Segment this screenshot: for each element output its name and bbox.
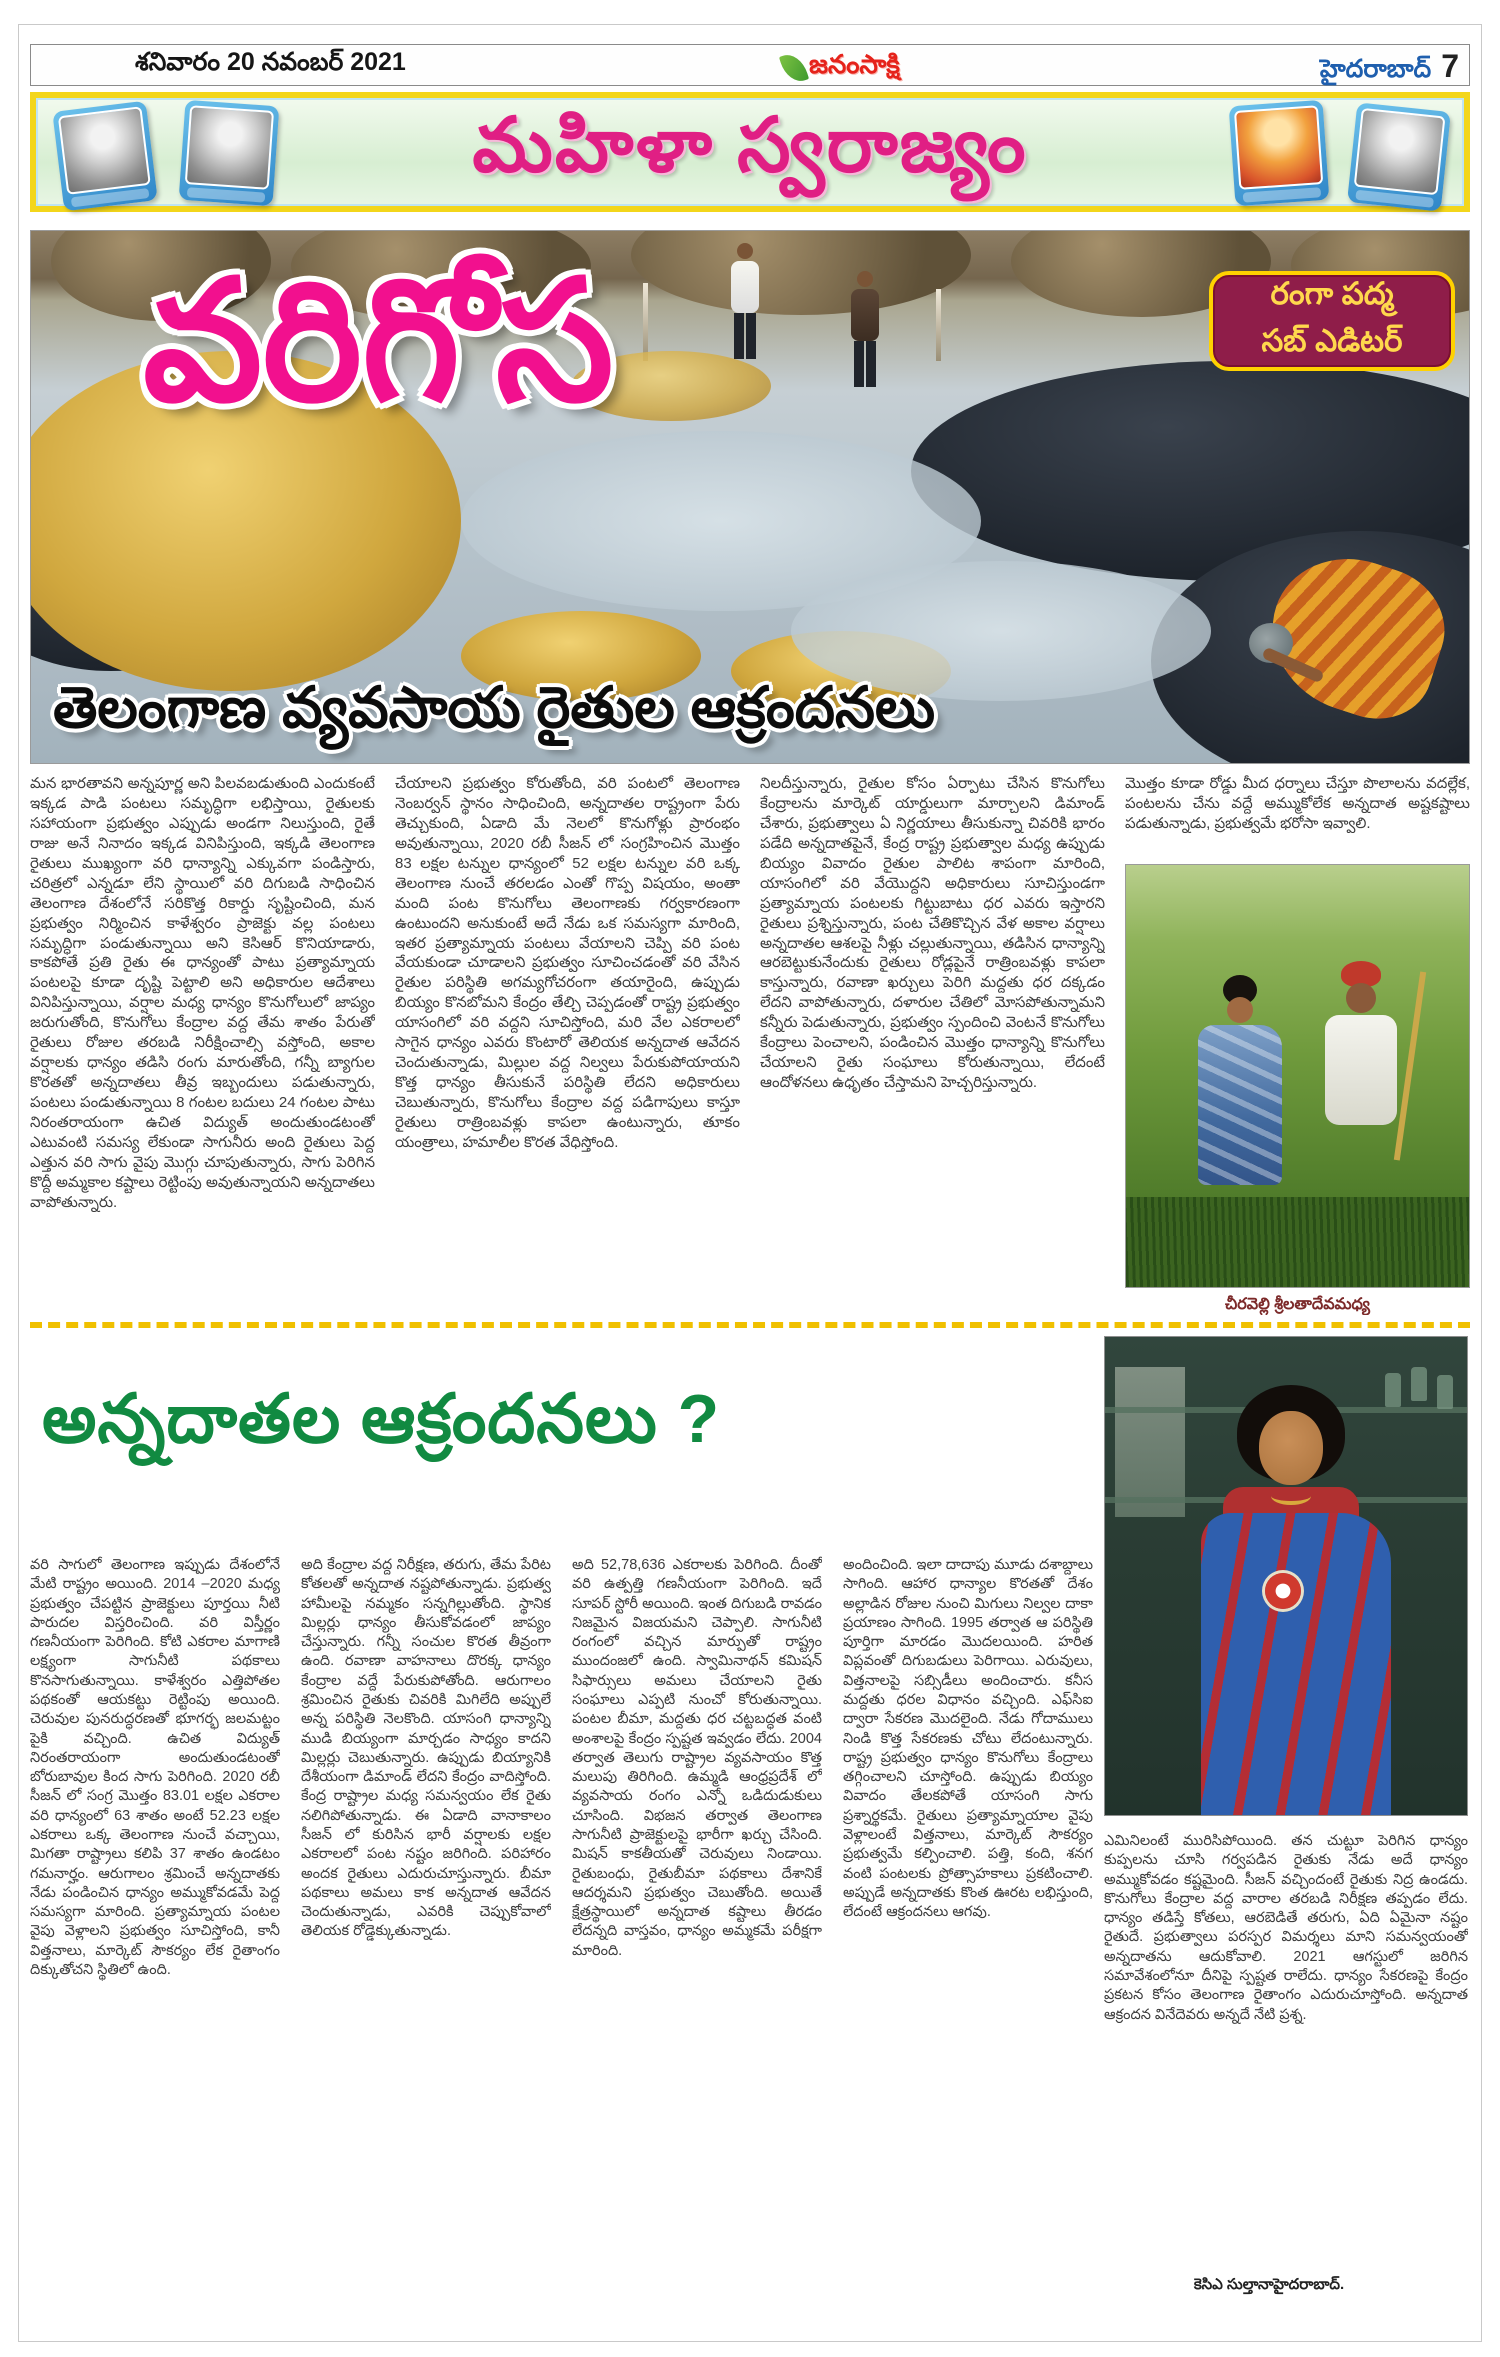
article2-column-1: వరి సాగులో తెలంగాణ ఇప్పుడు దేశంలోనే మేటి రాష్ట్రం అయింది. 2014 –2020 మధ్య ప్రభుత్వం చేపట్టిన ప్రాజెక్టులు పూర్తయి నీటి పారుదల విస్తరించింది. వరి విస్తీర్ణం గణనీయంగా పెరిగింది. కోటి ఎకరాల మాగాణి లక్ష్యంగా సాగునీటి పథకాలు కొనసాగుతున్నాయి. కాళేశ్వరం ఎత్తిపోతల పథకంతో ఆయకట్టు రెట్టింపు అయింది. చెరువుల పునరుద్ధరణతో భూగర్భ జలమట్టం పైకి వచ్చింది. ఉచిత విద్యుత్ నిరంతరాయంగా అందుతుండటంతో బోరుబావుల కింద సాగు పెరిగింది. 2020 రబీ సీజన్ లో సంగ్ర మొత్తం 83.01 లక్షల ఎకరాల వరి ధాన్యంలో 63 శాతం అంటే 52.23 లక్షల ఎకరాలు ఒక్క తెలంగాణ నుంచే వచ్చాయి, మిగతా రాష్ట్రాలు కలిపి 37 శాతం ఉండటం గమనార్హం. ఆరుగాలం శ్రమించే అన్నదాతకు నేడు పండించిన ధాన్యం అమ్ముకోవడమే పెద్ద సమస్యగా మారింది. ప్రత్యామ్నాయ పంటల వైపు వెళ్లాలని ప్రభుత్వం సూచిస్తోంది, కానీ విత్తనాలు, మార్కెట్ సౌకర్యం లేక రైతాంగం దిక్కుతోచని స్థితిలో ఉంది. bbox=[30, 1557, 280, 1978]
edition-info bbox=[1320, 48, 1459, 90]
newspaper-logo bbox=[783, 49, 900, 86]
couple-photo-caption: చీరవెల్లి శ్రీలతాదేవమధ్య bbox=[1224, 1296, 1371, 1313]
page-number: 7 bbox=[1441, 48, 1459, 84]
window-light bbox=[1115, 1367, 1185, 1517]
fence-post bbox=[643, 283, 648, 361]
badge-flower bbox=[1265, 1573, 1301, 1609]
date-text: శనివారం 20 నవంబర్ 2021 bbox=[135, 47, 406, 76]
dashed-section-divider bbox=[30, 1322, 1470, 1328]
lead-photo-paddy-field bbox=[30, 230, 1470, 764]
leaf-icon bbox=[779, 50, 809, 85]
woman-saree bbox=[1201, 1513, 1391, 1816]
article1-column-4 bbox=[1125, 774, 1470, 1315]
article1-column-4-text: మొత్తం కూడా రోడ్డు మీద ధర్నాలు చేస్తూ పొలాలను వదల్లేక, పంటలను చేను వద్దే అమ్ముకోలేక అన్నదాత అష్టకష్టాలు పడుతున్నాడు, ప్రభుత్వమే భరోసా ఇవ్వాలి. bbox=[1125, 775, 1470, 832]
man-figure bbox=[1313, 961, 1409, 1211]
shelf-item bbox=[1411, 1367, 1427, 1401]
shelf-item bbox=[1385, 1373, 1401, 1407]
article1-body bbox=[30, 774, 1470, 1322]
article2-column-2: అది కేంద్రాల వద్ద నిరీక్షణ, తరుగు, తేమ పేరిట కోతలతో అన్నదాత నష్టపోతున్నాడు. ప్రభుత్వ హామీలపై నమ్మకం సన్నగిల్లుతోంది. స్థానిక మిల్లర్లు ధాన్యం తీసుకోవడంలో జాప్యం చేస్తున్నారు. గన్నీ సంచుల కొరత తీవ్రంగా ఉంది. రవాణా వాహనాలు దొరక్క ధాన్యం కేంద్రాల వద్దే పేరుకుపోతోంది. ఆరుగాలం శ్రమించిన రైతుకు చివరికి మిగిలేది అప్పులే అన్న పరిస్థితి నెలకొంది. యాసంగి ధాన్యాన్ని ముడి బియ్యంగా మార్చడం సాధ్యం కాదని మిల్లర్లు చెబుతున్నారు. ఉప్పుడు బియ్యానికి దేశీయంగా డిమాండ్ లేదని కేంద్రం వాదిస్తోంది. కేంద్ర రాష్ట్రాల మధ్య సమన్వయం లేక రైతు నలిగిపోతున్నాడు. ఈ ఏడాది వానాకాలం సీజన్ లో కురిసిన భారీ వర్షాలకు లక్షల ఎకరాలలో పంట నష్టం జరిగింది. పరిహారం అందక రైతులు ఎదురుచూస్తున్నారు. బీమా పథకాలు అమలు కాక అన్నదాత ఆవేదన చెందుతున్నాడు, ఎవరికి చెప్పుకోవాలో తెలియక రోడ్డెక్కుతున్నాడు. bbox=[301, 1557, 551, 1940]
portrait-caption bbox=[187, 187, 266, 202]
fence-post bbox=[936, 289, 941, 361]
shelf-item bbox=[1437, 1375, 1453, 1409]
article1-display-title: వరిగోస bbox=[143, 247, 614, 435]
necklace bbox=[1271, 1487, 1311, 1505]
newspaper-name: జనంసాక్షి bbox=[809, 49, 900, 79]
portrait-photo-woman bbox=[1104, 1336, 1468, 1816]
portrait-card-3 bbox=[1229, 100, 1330, 206]
masthead-title: మహిళా స్వరాజ్యం bbox=[472, 103, 1028, 188]
person-figure bbox=[731, 243, 759, 359]
rock-shape bbox=[631, 230, 971, 315]
section-masthead bbox=[30, 92, 1470, 212]
couple-in-field-photo bbox=[1125, 864, 1470, 1288]
woman-face bbox=[1259, 1411, 1323, 1485]
article2-body bbox=[30, 1556, 1094, 2312]
top-bar bbox=[30, 44, 1470, 86]
grass-foreground bbox=[1126, 1197, 1469, 1287]
portrait-card-4 bbox=[1347, 102, 1451, 211]
article2-column-3: అది 52,78,636 ఎకరాలకు పెరిగింది. దీంతో వరి ఉత్పత్తి గణనీయంగా పెరిగింది. ఇదే సూపర్ స్టోరీ అయింది. ఇంత దిగుబడి రావడం నిజమైన విజయమని చెప్పాలి. సాగునీటి రంగంలో వచ్చిన మార్పుతో రాష్ట్రం ముందంజలో ఉంది. స్వామినాథన్ కమిషన్ సిఫార్సులు అమలు చేయాలని రైతు సంఘాలు ఎప్పటి నుంచో కోరుతున్నాయి. పంటల బీమా, మద్దతు ధర చట్టబద్ధత వంటి అంశాలపై కేంద్రం స్పష్టత ఇవ్వడం లేదు. 2004 తర్వాత తెలుగు రాష్ట్రాల వ్యవసాయం కొత్త మలుపు తిరిగింది. ఉమ్మడి ఆంధ్రప్రదేశ్ లో వ్యవసాయ రంగం ఎన్నో ఒడిదుడుకులు చూసింది. విభజన తర్వాత తెలంగాణ సాగునీటి ప్రాజెక్టులపై భారీగా ఖర్చు చేసింది. మిషన్ కాకతీయతో చెరువులు నిండాయి. రైతుబంధు, రైతుబీమా పథకాలు దేశానికే ఆదర్శమని ప్రభుత్వం చెబుతోంది. అయితే క్షేత్రస్థాయిలో అన్నదాత కష్టాలు తీరడం లేదన్నది వాస్తవం, ధాన్యం అమ్మకమే పరీక్షగా మారింది. bbox=[572, 1557, 822, 1959]
article2-column-4: అందించింది. ఇలా దాదాపు మూడు దశాబ్దాలు సాగింది. ఆహార ధాన్యాల కొరతతో దేశం అల్లాడిన రోజుల నుంచి మిగులు నిల్వల దాకా ప్రయాణం సాగింది. 1995 తర్వాత ఆ పరిస్థితి పూర్తిగా మారడం మొదలయింది. హరిత విప్లవంతో దిగుబడులు పెరిగాయి. ఎరువులు, విత్తనాలపై సబ్సిడీలు అందించారు. కనీస మద్దతు ధరల విధానం వచ్చింది. ఎఫ్‌సిఐ ద్వారా సేకరణ మొదలైంది. నేడు గోదాములు నిండి కొత్త సేకరణకు చోటు లేదంటున్నారు. రాష్ట్ర ప్రభుత్వం ధాన్యం కొనుగోలు కేంద్రాలు తగ్గించాలని చూస్తోంది. ఉప్పుడు బియ్యం వివాదం తేలకపోతే యాసంగి సాగు ప్రశ్నార్థకమే. రైతులు ప్రత్యామ్నాయాల వైపు వెళ్లాలంటే విత్తనాలు, మార్కెట్ సౌకర్యం ప్రభుత్వమే కల్పించాలి. పత్తి, కంది, శనగ వంటి పంటలకు ప్రోత్సాహకాలు ప్రకటించాలి. అప్పుడే అన్నదాతకు కొంత ఊరట లభిస్తుంది, లేదంటే ఆక్రందనలు ఆగవు. bbox=[843, 1557, 1093, 1921]
byline-box bbox=[1209, 271, 1455, 371]
stick-shape bbox=[1394, 972, 1426, 1161]
portrait-photo bbox=[1354, 108, 1446, 195]
article2-signoff: కెసిఎ సుల్తానాహైదరాబాద్. bbox=[1193, 2276, 1345, 2293]
article1-headline: తెలంగాణ వ్యవసాయ రైతుల ఆక్రందనలు bbox=[53, 676, 936, 740]
portrait-caption bbox=[1243, 187, 1322, 202]
person-figure bbox=[851, 271, 879, 387]
byline-name: రంగా పద్మ bbox=[1270, 276, 1394, 311]
byline-role: సబ్ ఎడిటర్ bbox=[1261, 323, 1403, 358]
woman-figure bbox=[1190, 975, 1290, 1225]
city-name: హైదరాబాద్ bbox=[1319, 55, 1432, 83]
article1-column-2: చేయాలని ప్రభుత్వం కోరుతోంది, వరి పంటలో తెలంగాణ నెంబర్వన్ స్థానం సాధించింది, అన్నదాతల రాష్ట్రంగా పేరు తెచ్చుకుంది, ఏడాది మే నెలలో కొనుగోళ్లు ప్రారంభం అవుతున్నాయి, 2020 రబీ సీజన్ లో సంగ్రహించిన మొత్తం 83 లక్షల టన్నుల ధాన్యంలో 52 లక్షల టన్నుల వరి ఒక్క తెలంగాణ నుంచే తరలడం ఎంతో గొప్ప విషయం, అంతా మంది పంట కొనుగోలు తెలంగాణకు గర్వకారణంగా ఉంటుందని అనుకుంటే అదే నేడు ఒక సమస్యగా మారింది, ఇతర ప్రత్యామ్నాయ పంటలు వేయాలని చెప్పి వరి పంట వేయకుండా చూడాలని ప్రభుత్వం సూచించడంతో వరి వేసిన రైతుల పరిస్థితి అగమ్యగోచరంగా తయారైంది, ఉప్పుడు బియ్యం కొనబోమని కేంద్రం తేల్చి చెప్పడంతో రాష్ట్ర ప్రభుత్వం యాసంగిలో వరి వద్దని సూచిస్తోంది, మరి వేల ఎకరాలలో సాగైన ధాన్యం ఎవరు కొంటారో తెలియక అన్నదాత ఆవేదన చెందుతున్నాడు, మిల్లుల వద్ద నిల్వలు పేరుకుపోయాయని కొత్త ధాన్యం తీసుకునే పరిస్థితి లేదని అధికారులు చెబుతున్నారు, కొనుగోలు కేంద్రాల వద్ద పడిగాపులు కాస్తూ రైతులు రాత్రింబవళ్లు కాపలా ఉంటున్నారు, తూకం యంత్రాలు, హమాలీల కొరత వేధిస్తోంది. bbox=[395, 775, 740, 1151]
article1-column-3: నిలదీస్తున్నారు, రైతుల కోసం ఏర్పాటు చేసిన కొనుగోలు కేంద్రాలను మార్కెట్ యార్డులుగా మార్చాలని డిమాండ్ చేశారు, ప్రభుత్వాలు ఏ నిర్ణయాలు తీసుకున్నా చివరికి భారం పడేది అన్నదాతపైనే, కేంద్ర రాష్ట్ర ప్రభుత్వాల మధ్య ఉప్పుడు బియ్యం వివాదం రైతుల పాలిట శాపంగా మారింది, యాసంగిలో వరి వేయొద్దని అధికారులు సూచిస్తుండగా ప్రత్యామ్నాయ పంటలకు గిట్టుబాటు ధర ఎవరు ఇస్తారని రైతులు ప్రశ్నిస్తున్నారు, పంట చేతికొచ్చిన వేళ అకాల వర్షాలు అన్నదాతల ఆశలపై నీళ్లు చల్లుతున్నాయి, తడిసిన ధాన్యాన్ని ఆరబెట్టుకునేందుకు రైతులు రోడ్లపైనే రాత్రింబవళ్లు కాపలా కాస్తున్నారు, రవాణా ఖర్చులు పెరిగి మద్దతు ధర దక్కడం లేదని వాపోతున్నారు, దళారుల చేతిలో మోసపోతున్నామని కన్నీరు పెడుతున్నారు, ప్రభుత్వం స్పందించి వెంటనే కొనుగోలు కేంద్రాలు పెంచాలని, పండించిన మొత్తం ధాన్యాన్ని కొనుగోలు చేయాలని రైతు సంఘాలు కోరుతున్నాయి, లేదంటే ఆందోళనలు ఉధృతం చేస్తామని హెచ్చరిస్తున్నారు. bbox=[760, 775, 1105, 1092]
article1-column-1: మన భారతావని అన్నపూర్ణ అని పిలవబడుతుంది ఎందుకంటే ఇక్కడ పాడి పంటలు సమృద్ధిగా లభిస్తాయి, రైతులకు సహాయంగా ప్రభుత్వం ఎప్పుడు అండగా నిలుస్తుంది, రైతే రాజు అనే నినాదం ఇక్కడ వినిపిస్తుంది, ఇక్కడి తెలంగాణ రైతులు ముఖ్యంగా వరి ధాన్యాన్ని ఎక్కువగా పండిస్తారు, చరిత్రలో ఎన్నడూ లేని స్థాయిలో వరి దిగుబడి సాధించిన తెలంగాణ దేశంలోనే సరికొత్త రికార్డు సృష్టించింది, మన ప్రభుత్వం నిర్మించిన కాళేశ్వరం ప్రాజెక్టు వల్ల పంటలు సమృద్ధిగా పండుతున్నాయి అని కెసిఆర్ కొనియాడారు, కాకపోతే ప్రతి రైతు ఈ ధాన్యంతో పాటు ప్రత్యామ్నాయ పంటలపై కూడా దృష్టి పెట్టాలి అని అధికారుల ఆదేశాలు వినిపిస్తున్నాయి, వర్షాల మధ్య ధాన్యం కొనుగోలులో జాప్యం జరుగుతోంది, కొనుగోలు కేంద్రాల వద్ద తేమ శాతం పేరుతో రైతులు రోజుల తరబడి నిరీక్షించాల్సి వస్తోంది, అకాల వర్షాలకు ధాన్యం తడిసి రంగు మారుతోంది, గన్నీ బ్యాగుల కొరతతో అన్నదాతలు తీవ్ర ఇబ్బందులు పడుతున్నారు, పంటలు పండుతున్నాయి 8 గంటల బదులు 24 గంటల పాటు నిరంతరాయంగా ఉచిత విద్యుత్ అందుతుండటంతో ఎటువంటి సమస్య లేకుండా సాగునీరు అంది రైతులు పెద్ద ఎత్తున వరి సాగు వైపు మొగ్గు చూపుతున్నారు, సాగు పెరిగిన కొద్దీ అమ్మకాల కష్టాలు రెట్టింపు అవుతున్నాయని అన్నదాతలు వాపోతున్నారు. bbox=[30, 775, 375, 1211]
portrait-photo bbox=[1234, 105, 1323, 190]
article2-headline: అన్నదాతల ఆక్రందనలు ? bbox=[42, 1381, 721, 1457]
article2-column-5: ఎమినిలంటే మురిసిపోయింది. తన చుట్టూ పెరిగిన ధాన్యం కుప్పలను చూసి గర్వపడిన రైతుకు నేడు అదే ధాన్యం అమ్ముకోవడం కష్టమైంది. సీజన్ వచ్చిందంటే రైతుకు నిద్ర ఉండదు. కొనుగోలు కేంద్రాల వద్ద వారాల తరబడి నిరీక్షణ తప్పడం లేదు. ధాన్యం తడిస్తే కోతలు, ఆరబెడితే తరుగు, ఏది ఏమైనా నష్టం రైతుదే. ప్రభుత్వాలు పరస్పర విమర్శలు మాని సమన్వయంతో అన్నదాతను ఆదుకోవాలి. 2021 ఆగస్టులో జరిగిన సమావేశంలోనూ దీనిపై స్పష్టత రాలేదు. ధాన్యం సేకరణపై కేంద్రం ప్రకటన కోసం తెలంగాణ రైతాంగం ఎదురుచూస్తోంది. అన్నదాత ఆక్రందన వినేదెవరు అన్నదే నేటి ప్రశ్న. bbox=[1104, 1833, 1468, 2023]
woman-in-saree-figure bbox=[1231, 531, 1470, 751]
